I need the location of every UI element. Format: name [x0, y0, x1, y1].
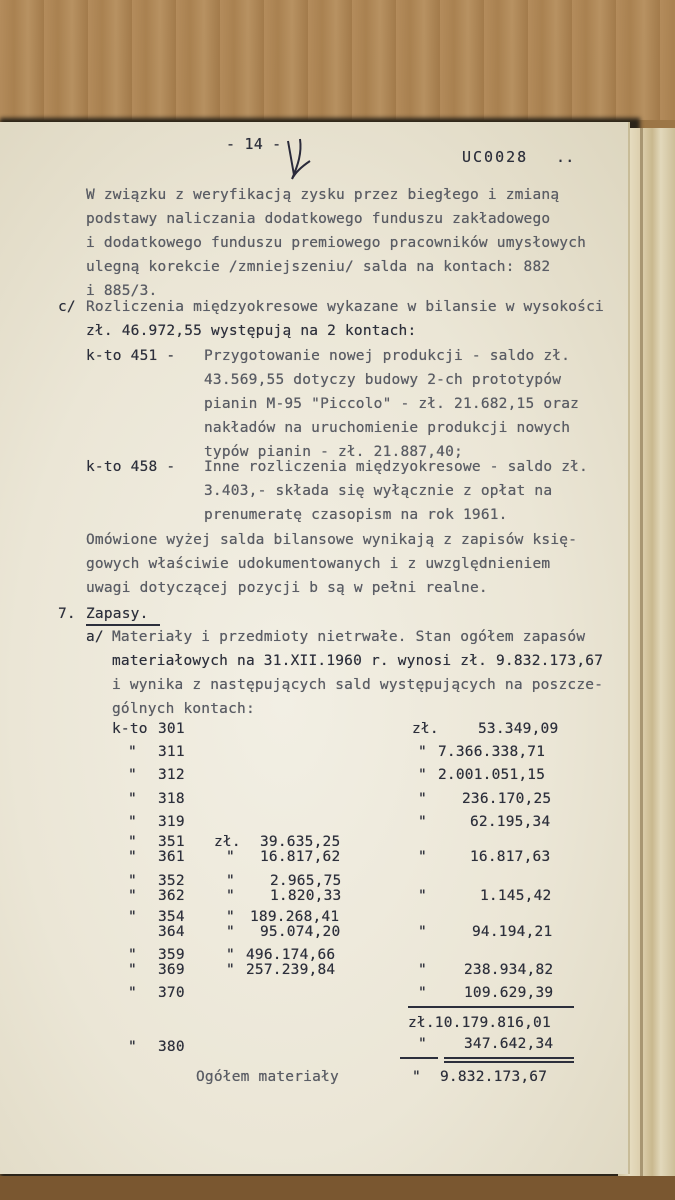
account-total: 2.001.051,15 — [438, 767, 546, 783]
account-prefix: " — [128, 985, 137, 1001]
account-prefix: " — [128, 814, 137, 830]
document-code-suffix: .. — [556, 148, 575, 166]
account-total: 236.170,25 — [462, 791, 552, 807]
k458-line-2: 3.403,- składa się wyłącznie z opłat na — [204, 483, 553, 499]
k458-line-1: Inne rozliczenia międzyokresowe - saldo zł. — [204, 459, 588, 475]
grand-total-label: Ogółem materiały — [196, 1069, 339, 1085]
account-currency: zł. — [412, 721, 439, 737]
account-prefix: " — [128, 962, 137, 978]
account-number: 364 — [158, 924, 185, 940]
section-7-number: 7. — [58, 606, 76, 622]
account-prefix: " — [128, 873, 137, 889]
summary-line-2: gowych właściwie udokumentowanych i z uwzględnieniem — [86, 556, 551, 572]
pen-mark-icon — [280, 135, 316, 195]
account-prefix: " — [128, 767, 137, 783]
account-prefix: " — [128, 947, 137, 963]
account-total: 109.629,39 — [464, 985, 554, 1001]
account-currency: " — [418, 744, 427, 760]
k451-line-5: typów pianin - zł. 21.887,40; — [204, 444, 463, 460]
account-prefix: " — [128, 888, 137, 904]
k451-line-3: pianin M-95 "Piccolo" - zł. 21.682,15 oraz — [204, 396, 580, 412]
account-number: 370 — [158, 985, 185, 1001]
intro-line-5: i 885/3. — [86, 283, 158, 299]
account-prefix: " — [128, 791, 137, 807]
account-currency: " — [418, 791, 427, 807]
k451-line-2: 43.569,55 dotyczy budowy 2-ch prototypów — [204, 372, 562, 388]
account-number: 362 — [158, 888, 185, 904]
account-number: 351 — [158, 834, 185, 850]
account-prefix: " — [128, 744, 137, 760]
account-number: 369 — [158, 962, 185, 978]
account-number: 311 — [158, 744, 185, 760]
section-7-title: Zapasy. — [86, 606, 149, 622]
account-currency: " — [418, 1036, 427, 1052]
account-total: 238.934,82 — [464, 962, 554, 978]
account-number: 359 — [158, 947, 185, 963]
subtotal-rule — [408, 1006, 574, 1008]
account-number: 361 — [158, 849, 185, 865]
account-prefix: " — [128, 834, 137, 850]
account-currency: " — [418, 888, 427, 904]
account-prefix: k-to — [112, 721, 148, 737]
sub-value: 496.174,66 — [246, 947, 336, 963]
account-currency: " — [418, 814, 427, 830]
sub-currency: " — [226, 909, 235, 925]
sub-a-line-1: Materiały i przedmioty nietrwałe. Stan ogółem zapasów — [112, 629, 586, 645]
sub-currency: " — [226, 924, 235, 940]
sub-value: 16.817,62 — [260, 849, 341, 865]
account-currency: " — [418, 924, 427, 940]
sub-value: 39.635,25 — [260, 834, 341, 850]
account-number: 319 — [158, 814, 185, 830]
sub-value: 257.239,84 — [246, 962, 336, 978]
account-currency: " — [418, 849, 427, 865]
sub-a-line-2: materiałowych na 31.XII.1960 r. wynosi zł. 9.832.173,67 — [112, 653, 604, 669]
section-c-line-1: Rozliczenia międzyokresowe wykazane w bilansie w wysokości — [86, 299, 604, 315]
sub-a-line-3: i wynika z następujących sald występujących na poszcze- — [112, 677, 604, 693]
total-rule-left — [400, 1057, 438, 1059]
account-number: 301 — [158, 721, 185, 737]
account-total: 347.642,34 — [464, 1036, 554, 1052]
page-number: - 14 - — [226, 135, 282, 153]
sub-currency: zł. — [214, 834, 241, 850]
sub-currency: " — [226, 947, 235, 963]
account-currency: " — [418, 962, 427, 978]
account-number: 380 — [158, 1039, 185, 1055]
sub-currency: " — [226, 962, 235, 978]
k451-line-1: Przygotowanie nowej produkcji - saldo zł. — [204, 348, 571, 364]
account-currency: " — [418, 767, 427, 783]
account-currency: " — [418, 985, 427, 1001]
sub-value: 95.074,20 — [260, 924, 341, 940]
account-total: 1.145,42 — [480, 888, 552, 904]
grand-total-currency: " — [412, 1069, 421, 1085]
account-prefix: " — [128, 1039, 137, 1055]
account-number: 312 — [158, 767, 185, 783]
sub-value: 1.820,33 — [270, 888, 342, 904]
intro-line-4: ulegną korekcie /zmniejszeniu/ salda na kontach: 882 — [86, 259, 551, 275]
sub-currency: " — [226, 873, 235, 889]
k451-label: k-to 451 - — [86, 348, 176, 364]
intro-line-3: i dodatkowego funduszu premiowego pracowników umysłowych — [86, 235, 587, 251]
document-code: UC0028 — [462, 148, 529, 166]
total-rule-double — [444, 1061, 574, 1063]
intro-line-2: podstawy naliczania dodatkowego funduszu zakładowego — [86, 211, 551, 227]
section-c-line-2: zł. 46.972,55 występują na 2 kontach: — [86, 323, 417, 339]
account-total: 7.366.338,71 — [438, 744, 546, 760]
account-total: 94.194,21 — [472, 924, 553, 940]
summary-line-3: uwagi dotyczącej pozycji b są w pełni realne. — [86, 580, 488, 596]
summary-line-1: Omówione wyżej salda bilansowe wynikają z zapisów księ- — [86, 532, 578, 548]
desk-background — [0, 0, 675, 120]
sub-value: 2.965,75 — [270, 873, 342, 889]
section-7-title-underline — [86, 624, 160, 626]
sub-currency: " — [226, 888, 235, 904]
intro-line-1: W związku z weryfikacją zysku przez biegłego i zmianą — [86, 187, 560, 203]
section-c-marker: c/ — [58, 299, 76, 315]
k458-label: k-to 458 - — [86, 459, 176, 475]
account-total: 62.195,34 — [470, 814, 551, 830]
sub-currency: " — [226, 849, 235, 865]
k451-line-4: nakładów na uruchomienie produkcji nowych — [204, 420, 571, 436]
account-total: 16.817,63 — [470, 849, 551, 865]
account-total: 53.349,09 — [478, 721, 559, 737]
k458-line-3: prenumeratę czasopism na rok 1961. — [204, 507, 508, 523]
total-rule-right — [444, 1057, 574, 1059]
desk-bottom — [0, 1176, 675, 1200]
sub-a-marker: a/ — [86, 629, 104, 645]
subtotal-value: zł.10.179.816,01 — [408, 1015, 551, 1031]
account-number: 354 — [158, 909, 185, 925]
sub-a-line-4: gólnych kontach: — [112, 701, 255, 717]
account-number: 318 — [158, 791, 185, 807]
grand-total-value: 9.832.173,67 — [440, 1069, 548, 1085]
account-prefix: " — [128, 909, 137, 925]
account-prefix: " — [128, 849, 137, 865]
account-number: 352 — [158, 873, 185, 889]
sub-value: 189.268,41 — [250, 909, 340, 925]
